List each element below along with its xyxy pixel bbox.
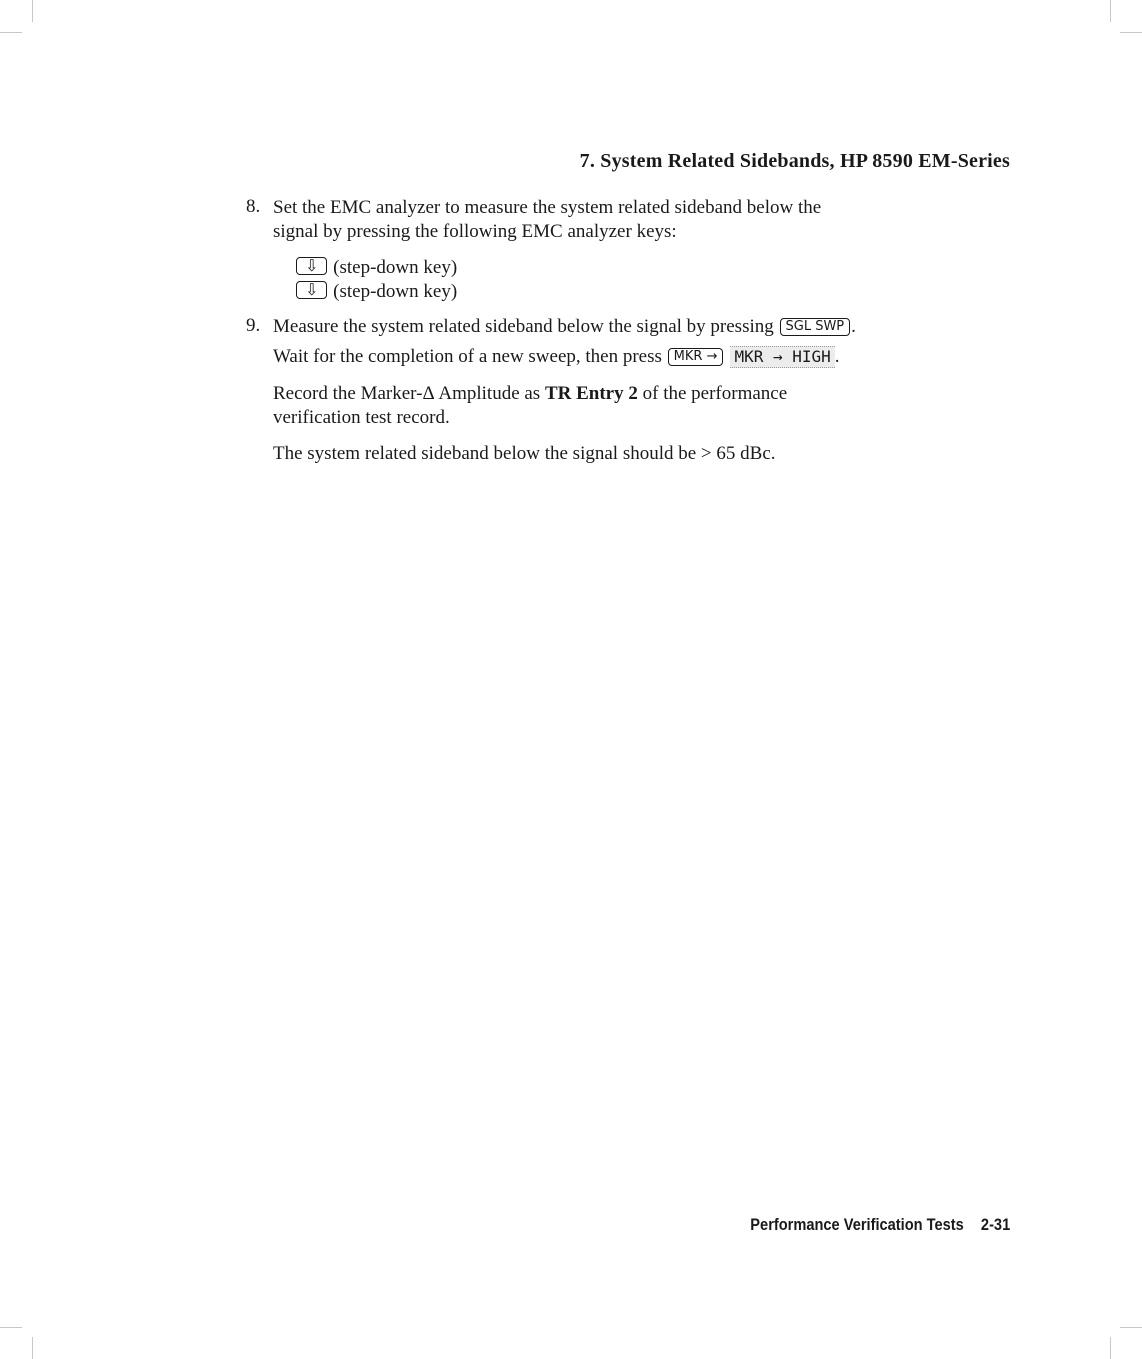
step-down-arrow-icon[interactable]: ⇩ [296,257,327,275]
step-text-line: Set the EMC analyzer to measure the system related sideband below the [273,197,822,218]
mkr-high-softkey[interactable]: MKR → HIGH [730,346,834,368]
footer-chapter: Performance Verification Tests [750,1215,964,1234]
crop-mark-bottom-right [1110,1337,1111,1359]
record-text: Record the Marker-Δ Amplitude as [273,383,541,404]
crop-mark-top-right-h [1120,32,1142,33]
punctuation: . [834,346,840,367]
key-label: (step-down key) [333,257,458,278]
crop-mark-top-left-h [0,32,22,33]
step-text-line: Measure the system related sideband below the signal by pressing [273,316,774,337]
step-text [273,345,973,369]
key-instruction [295,256,457,280]
mkr-arrow-key[interactable]: MKR → [668,348,724,366]
crop-mark-top-right [1110,0,1111,22]
key-instruction [295,280,457,304]
record-instruction [273,382,973,430]
step-text-line: signal by pressing the following EMC analyzer keys: [273,221,677,242]
step-number: 8. [246,196,261,217]
result-text: The system related sideband below the signal should be > 65 dBc. [273,443,776,464]
page-footer [750,1215,1010,1235]
record-text: of the performance [642,383,788,404]
crop-mark-bottom-left-h [0,1327,22,1328]
crop-mark-bottom-right-h [1120,1327,1142,1328]
sgl-swp-key[interactable]: SGL SWP [780,318,851,336]
record-text: verification test record. [273,407,450,428]
record-entry: TR Entry 2 [544,383,638,404]
step-text [273,315,973,339]
crop-mark-top-left [32,0,33,22]
key-label: (step-down key) [333,281,458,302]
crop-mark-bottom-left [32,1337,33,1359]
punctuation: . [851,316,856,337]
step-text [273,196,973,244]
page-number: 2-31 [980,1215,1010,1234]
step-down-arrow-icon[interactable]: ⇩ [296,281,327,299]
step-number: 9. [246,315,261,336]
section-title: 7. System Related Sidebands, HP 8590 EM-Series [579,150,1010,172]
step-text-line: Wait for the completion of a new sweep, then press [273,346,662,367]
